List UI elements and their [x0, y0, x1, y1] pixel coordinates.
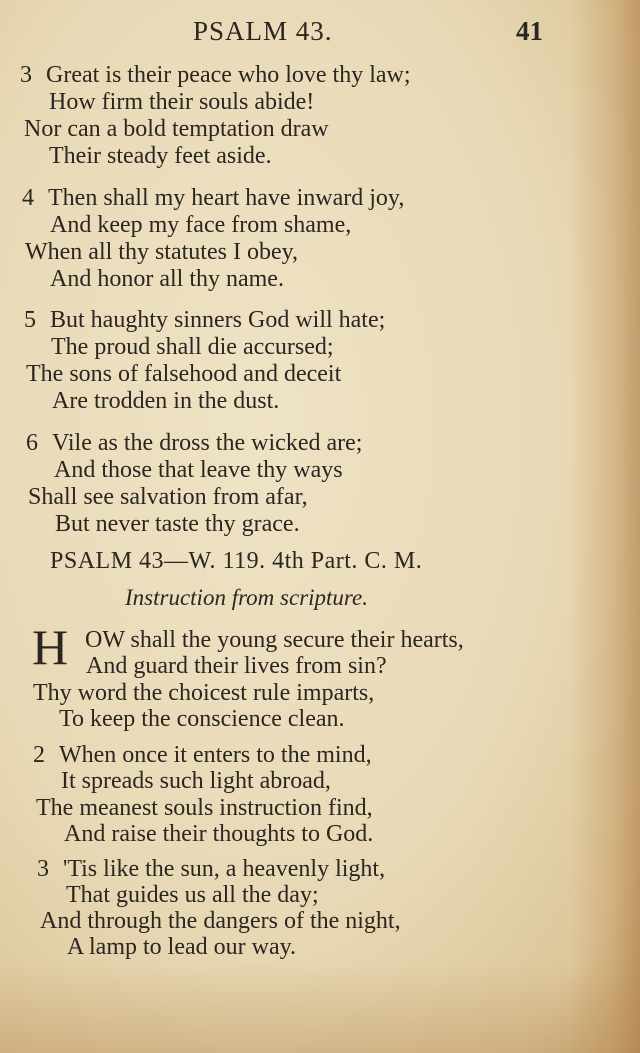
verse-line: 3 'Tis like the sun, a heavenly light,: [37, 856, 386, 882]
verse-line: And through the dangers of the night,: [40, 908, 401, 934]
verse-line: OW shall the young secure their hearts,: [85, 627, 464, 653]
verse-line: Their steady feet aside.: [49, 143, 272, 169]
running-title: PSALM 43.: [193, 16, 333, 46]
verse-line: And honor all thy name.: [50, 266, 284, 292]
verse-line: 4 Then shall my heart have inward joy,: [22, 185, 405, 211]
verse-line: 2 When once it enters to the mind,: [33, 742, 372, 768]
hymn-subtitle: Instruction from scripture.: [125, 585, 368, 610]
page-edge-stain: [570, 0, 640, 1053]
drop-cap: H: [32, 619, 69, 675]
verse-line: 5 But haughty sinners God will hate;: [24, 307, 386, 333]
verse-number: 5: [24, 307, 36, 333]
verse-line: And raise their thoughts to God.: [64, 821, 374, 847]
verse-line: And those that leave thy ways: [54, 457, 343, 483]
verse-number: 2: [33, 742, 45, 768]
verse-line: Thy word the choicest rule imparts,: [33, 680, 375, 706]
verse-line: The sons of falsehood and deceit: [26, 361, 342, 387]
page-number: 41: [516, 16, 543, 46]
verse-number: 4: [22, 185, 34, 211]
page-bottom-stain: [0, 963, 640, 1053]
verse-line: 6 Vile as the dross the wicked are;: [26, 430, 363, 456]
verse-line: The proud shall die accursed;: [51, 334, 334, 360]
page-header: [0, 16, 640, 52]
verse-line: Are trodden in the dust.: [52, 388, 280, 414]
verse-line: The meanest souls instruction find,: [36, 795, 373, 821]
hymn-title: PSALM 43—W. 119. 4th Part. C. M.: [50, 548, 423, 574]
verse-line: And guard their lives from sin?: [86, 653, 387, 679]
verse-line: That guides us all the day;: [66, 882, 319, 908]
verse-line: And keep my face from shame,: [50, 212, 352, 238]
verse-number: 6: [26, 430, 38, 456]
verse-line: 3 Great is their peace who love thy law;: [20, 62, 411, 88]
verse-line: A lamp to lead our way.: [67, 934, 297, 960]
verse-line: To keep the conscience clean.: [59, 706, 345, 732]
verse-line: Shall see salvation from afar,: [28, 484, 308, 510]
verse-number: 3: [20, 62, 32, 88]
verse-line: How firm their souls abide!: [49, 89, 315, 115]
verse-line: It spreads such light abroad,: [61, 768, 331, 794]
verse-line: When all thy statutes I obey,: [25, 239, 299, 265]
verse-number: 3: [37, 856, 49, 882]
verse-line: Nor can a bold temptation draw: [24, 116, 329, 142]
verse-line: But never taste thy grace.: [55, 511, 300, 537]
